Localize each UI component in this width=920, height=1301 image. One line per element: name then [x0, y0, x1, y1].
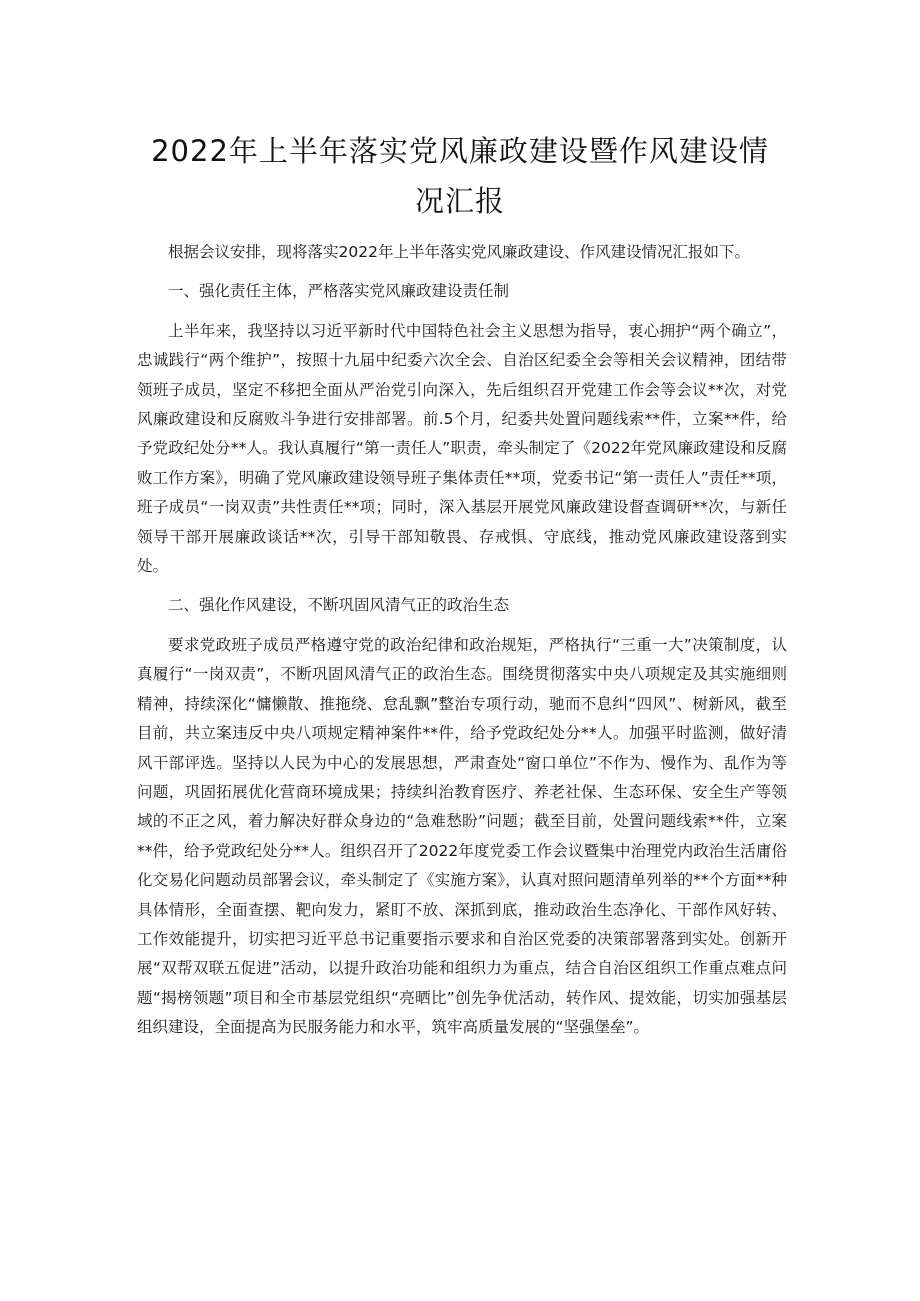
section-1-paragraph: 上半年来，我坚持以习近平新时代中国特色社会主义思想为指导，衷心拥护“两个确立”，忠诚践行“两个维护”，按照十九届中纪委六次全会、自治区纪委全会等相关会议精神，团结带领班子成员，坚定不移把全面从严治党引向深入，先后组织召开党建工作会等会议**次，对党风廉政建设和反腐败斗争进行安排部署。前.5个月，纪委共处置问题线索**件，立案**件，给予党政纪处分**人。我认真履行“第一责任人”职责，牵头制定了《2022年党风廉政建设和反腐败工作方案》，明确了党风廉政建设领导班子集体责任**项，党委书记“第一责任人”责任**项，班子成员“一岗双责”共性责任**项；同时，深入基层开展党风廉政建设督查调研**次，与新任领导干部开展廉政谈话**次，引导干部知敬畏、存戒惧、守底线，推动党风廉政建设落到实处。	[137, 321, 787, 576]
document-body	[137, 238, 787, 1043]
section-2-paragraph: 要求党政班子成员严格遵守党的政治纪律和政治规矩，严格执行“三重一大”决策制度，认真履行“一岗双责”，不断巩固风清气正的政治生态。围绕贯彻落实中央八项规定及其实施细则精神，持续深化“慵懒散、推拖绕、怠乱飘”整治专项行动，驰而不息纠“四风”、树新风，截至目前，共立案违反中央八项规定精神案件**件，给予党政纪处分**人。加强平时监测，做好清风干部评选。坚持以人民为中心的发展思想，严肃查处“窗口单位”不作为、慢作为、乱作为等问题，巩固拓展优化营商环境成果；持续纠治教育医疗、养老社保、生态环保、安全生产等领域的不正之风，着力解决好群众身边的“急难愁盼”问题；截至目前，处置问题线索**件，立案**件，给予党政纪处分**人。组织召开了2022年度党委工作会议暨集中治理党内政治生活庸俗化交易化问题动员部署会议，牵头制定了《实施方案》，认真对照问题清单列举的**个方面**种具体情形，全面查摆、靶向发力，紧盯不放、深抓到底，推动政治生态净化、干部作风好转、工作效能提升，切实把习近平总书记重要指示要求和自治区党委的决策部署落到实处。创新开展“双帮双联五促进”活动，以提升政治功能和组织力为重点，结合自治区组织工作重点难点问题“揭榜领题”项目和全市基层党组织“亮晒比”创先争优活动，转作风、提效能，切实加强基层组织建设，全面提高为民服务能力和水平，筑牢高质量发展的“坚强堡垒”。	[137, 635, 787, 1037]
section-1-heading: 一、强化责任主体，严格落实党风廉政建设责任制	[168, 282, 510, 301]
intro-paragraph: 根据会议安排，现将落实2022年上半年落实党风廉政建设、作风建设情况汇报如下。	[168, 243, 750, 261]
section-2-heading: 二、强化作风建设，不断巩固风清气正的政治生态	[168, 596, 510, 615]
document-title: 2022年上半年落实党风廉政建设暨作风建设情况汇报	[151, 134, 769, 218]
